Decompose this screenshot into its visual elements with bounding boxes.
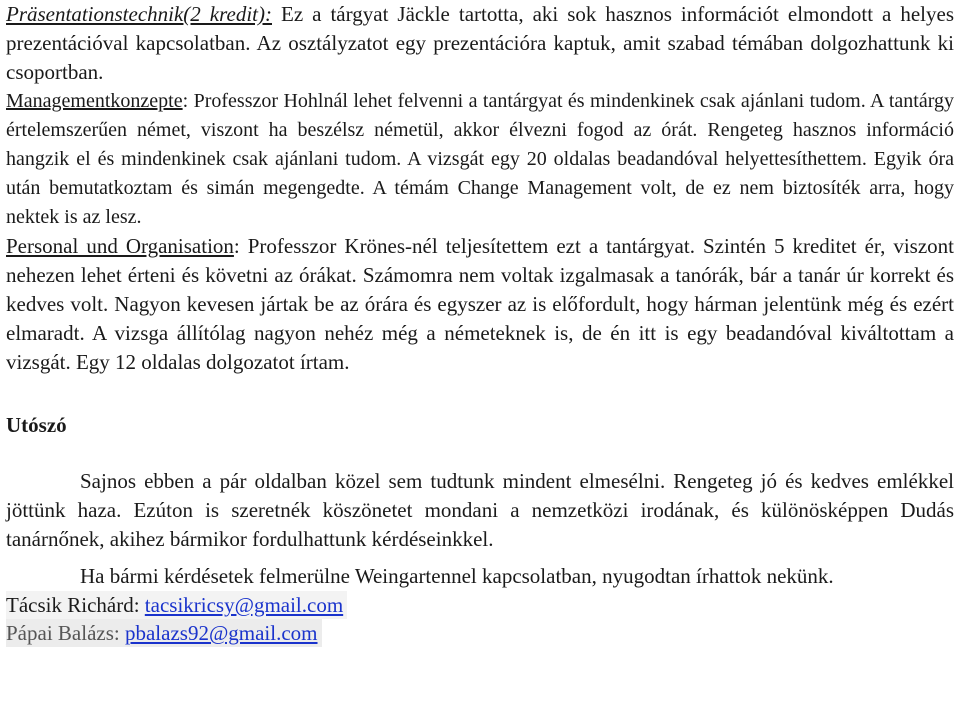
contact-line (6, 619, 954, 647)
spacer (6, 377, 954, 411)
paragraph-contact-invite: Ha bármi kérdésetek felmerülne Weingartennel kapcsolatban, nyugodtan írhattok nekünk. (80, 564, 834, 588)
email-link[interactable]: tacsikricsy@gmail.com (144, 593, 344, 617)
course-label-praesentationstechnik: Präsentationstechnik(2 kredit): (6, 2, 272, 26)
paragraph-managementkonzepte (6, 87, 954, 232)
paragraph-praesentationstechnik (6, 0, 954, 87)
spacer (6, 440, 954, 467)
document-page (6, 0, 954, 647)
email-link[interactable]: pbalazs92@gmail.com (124, 621, 318, 645)
paragraph-personal-und-organisation (6, 232, 954, 377)
spacer (6, 554, 954, 562)
paragraph-closing: Sajnos ebben a pár oldalban közel sem tudtunk mindent elmesélni. Rengeteg jó és kedves emlékkel jöttünk haza. Ezúton is szeretnék köszönetet mondani a nemzetközi irodának, és különösképpen Dudás tanárnőnek, akihez bármikor fordulhattunk kérdéseinkkel. (6, 469, 954, 551)
contact-name: Pápai Balázs: (6, 621, 125, 645)
contact-name: Tácsik Richárd: (6, 593, 145, 617)
section-heading: Utószó (6, 413, 67, 437)
contact-entry (6, 619, 322, 647)
paragraph-text: Ez a tárgyat Jäckle tartotta, aki sok hasznos információt elmondott a helyes prezentációval kapcsolatban. Az osztályzatot egy prezentációra kaptuk, amit szabad témában dolgozhattunk ki csoportban. (6, 2, 955, 84)
course-label-managementkonzepte: Managementkonzepte (6, 90, 183, 112)
contact-entry (6, 591, 347, 619)
paragraph-text: : Professzor Hohlnál lehet felvenni a tantárgyat és mindenkinek csak ajánlani tudom. A tantárgy értelemszerűen német, viszont ha beszélsz németül, akkor élvezni fogod az órát. Rengeteg hasznos információ hangzik el és mindenkinek csak ajánlani tudom. A vizsgát egy 20 oldalas beadandóval helyettesíthettem. Egyik óra után bemutatkoztam és simán megengedte. A témám Change Management volt, de ez nem biztosíték arra, hogy nektek is az lesz. (6, 90, 954, 228)
course-label-personal-und-organisation: Personal und Organisation (6, 234, 234, 258)
contact-line (6, 591, 954, 619)
paragraph-text: : Professzor Krönes-nél teljesítettem ezt a tantárgyat. Szintén 5 kreditet ér, viszont nehezen lehet érteni és követni az órákat. Számomra nem voltak izgalmasak a tanórák, bár a tanár úr korrekt és kedves volt. Nagyon kevesen jártak be az órára és egyszer az is előfordult, hogy hárman jelentünk még és ezért elmaradt. A vizsga állítólag nagyon nehéz még a németeknek is, de én itt is egy beadandóval kiváltottam a vizsgát. Egy 12 oldalas dolgozatot írtam. (6, 234, 954, 374)
